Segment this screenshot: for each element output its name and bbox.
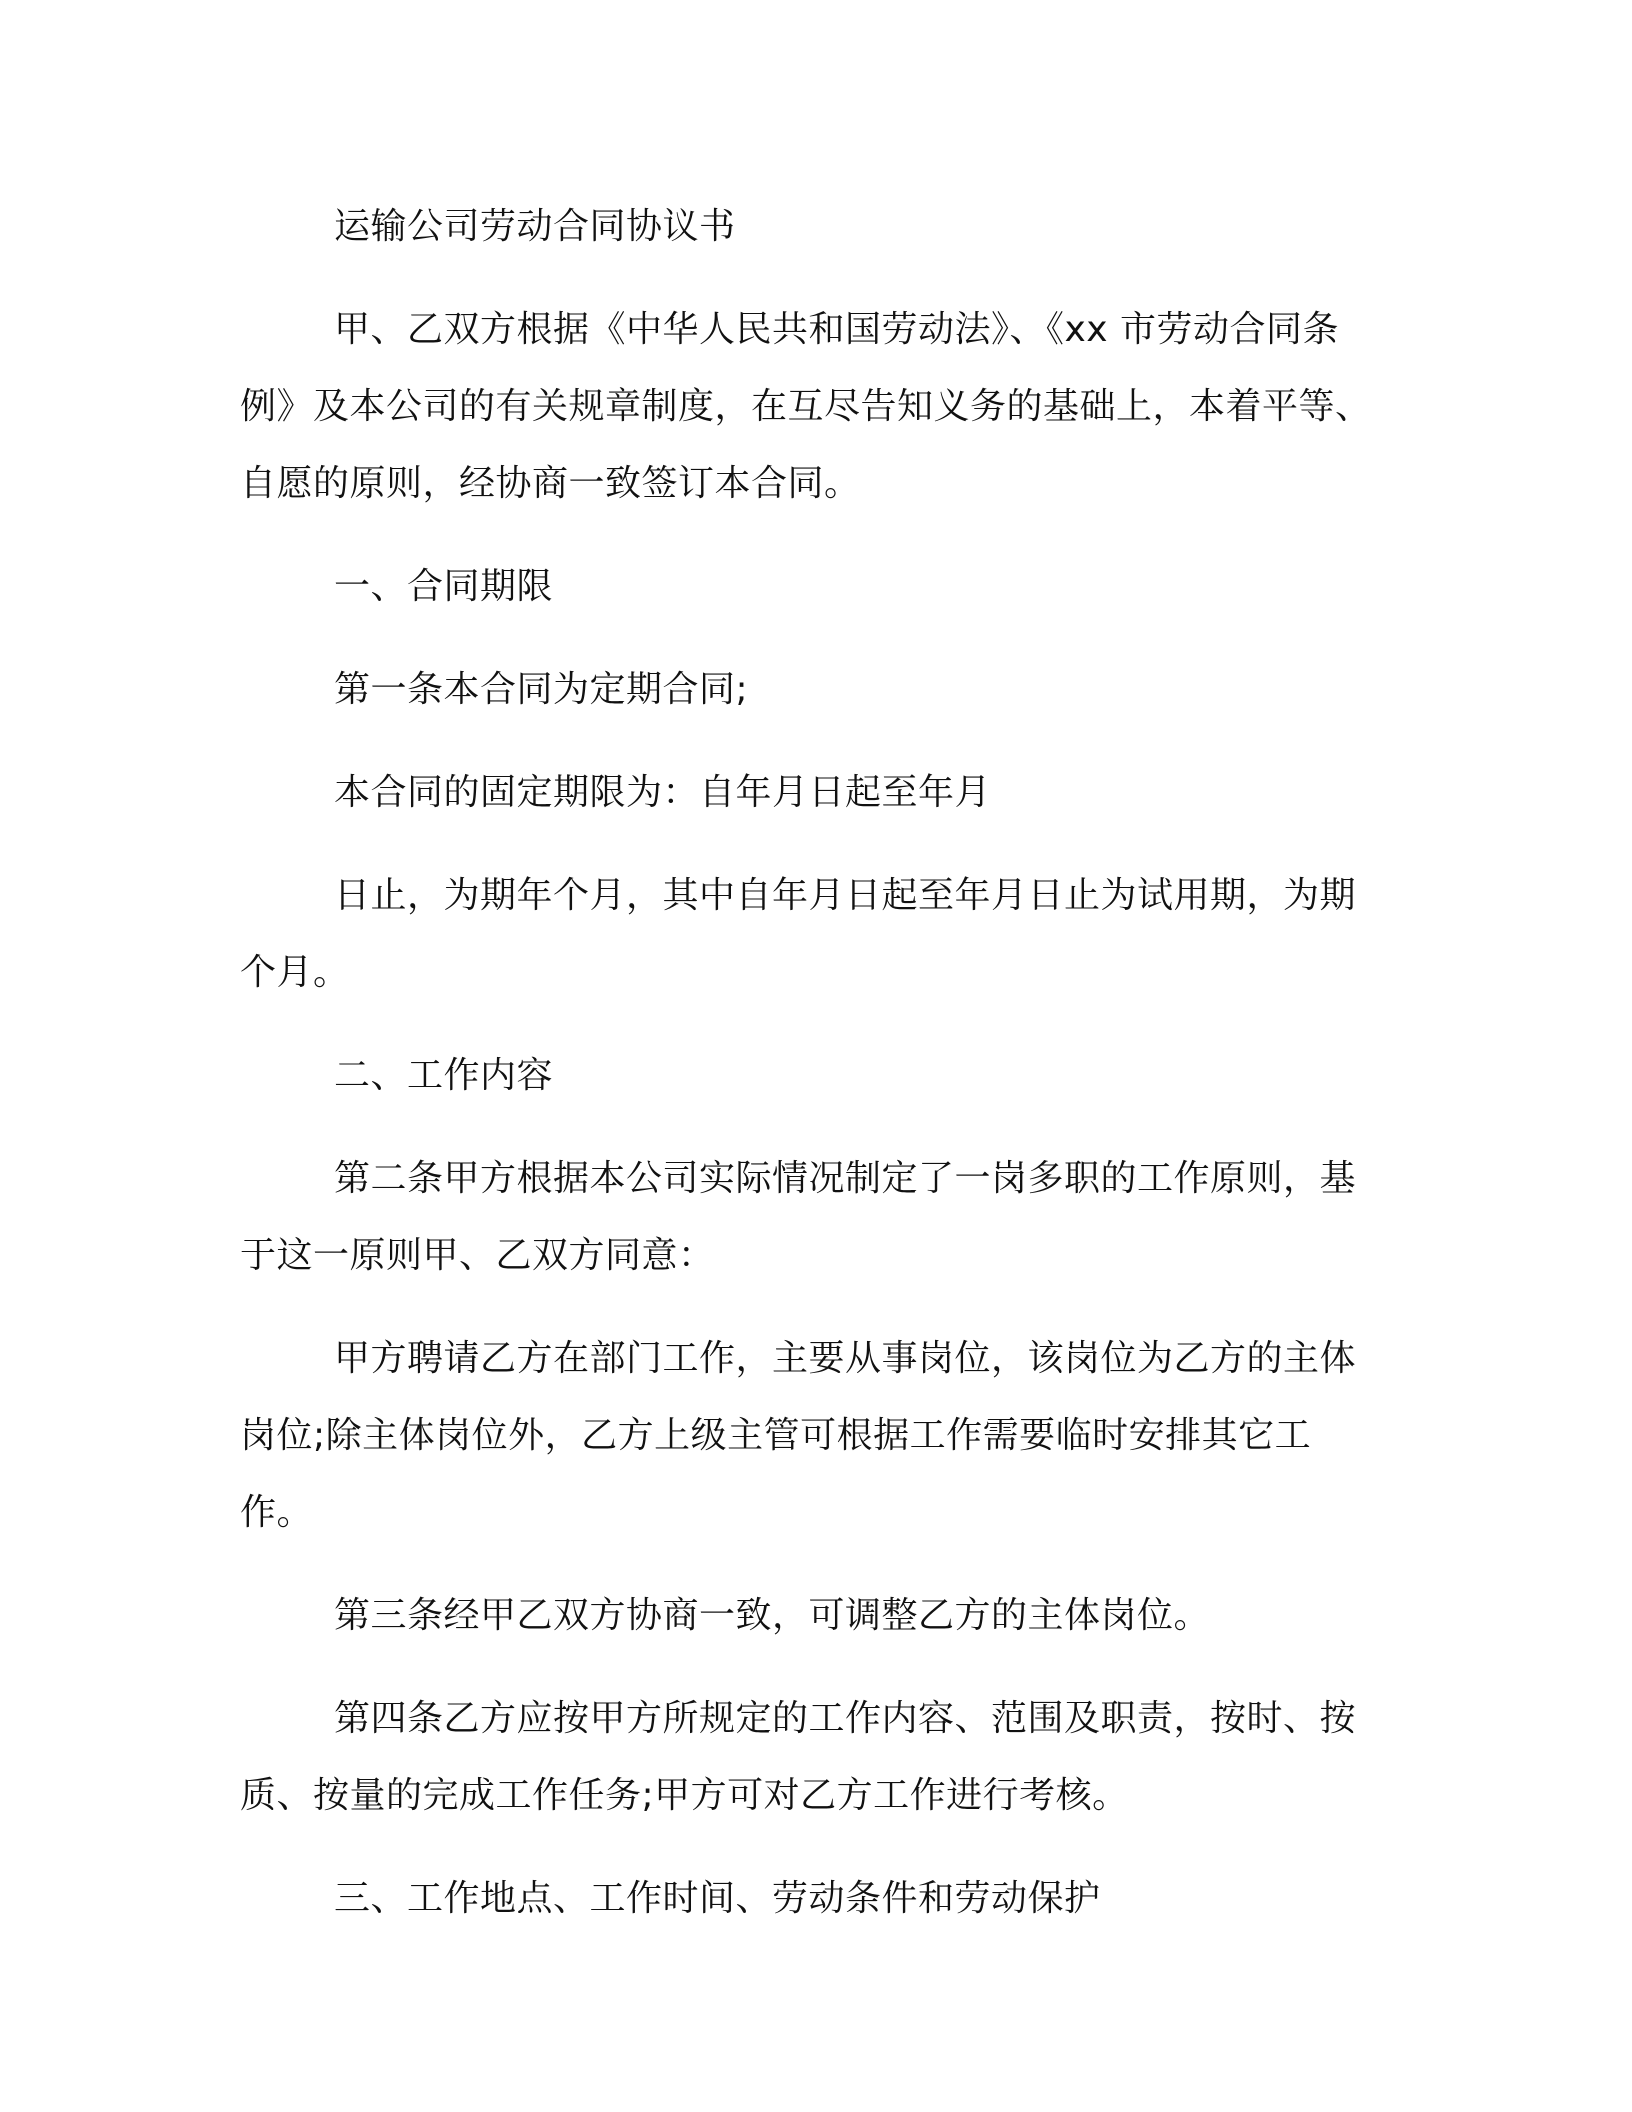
article-3: 第三条经甲乙双方协商一致，可调整乙方的主体岗位。 [334, 1595, 1211, 1636]
article-1-term-continued: 日止，为期年个月，其中自年月日起至年月日止为试用期，为期个月。 [240, 875, 1357, 993]
document-body [240, 188, 1380, 1937]
article-4: 第四条乙方应按甲方所规定的工作内容、范围及职责，按时、按质、按量的完成工作任务;甲方可对乙方工作进行考核。 [240, 1698, 1357, 1816]
article-1: 第一条本合同为定期合同; [334, 669, 749, 710]
intro-paragraph: 甲、乙双方根据《中华人民共和国劳动法》、《xx 市劳动合同条例》及本公司的有关规章制度，在互尽告知义务的基础上，本着平等、自愿的原则，经协商一致签订本合同。 [240, 309, 1372, 504]
section-3-heading: 三、工作地点、工作时间、劳动条件和劳动保护 [334, 1878, 1101, 1919]
article-1-term: 本合同的固定期限为：自年月日起至年月 [334, 772, 992, 813]
section-1-heading: 一、合同期限 [334, 566, 554, 607]
article-2: 第二条甲方根据本公司实际情况制定了一岗多职的工作原则，基于这一原则甲、乙双方同意： [240, 1158, 1357, 1276]
document-title: 运输公司劳动合同协议书 [334, 206, 736, 247]
article-2-detail: 甲方聘请乙方在部门工作，主要从事岗位，该岗位为乙方的主体岗位;除主体岗位外，乙方上级主管可根据工作需要临时安排其它工作。 [240, 1338, 1357, 1533]
section-2-heading: 二、工作内容 [334, 1055, 554, 1096]
